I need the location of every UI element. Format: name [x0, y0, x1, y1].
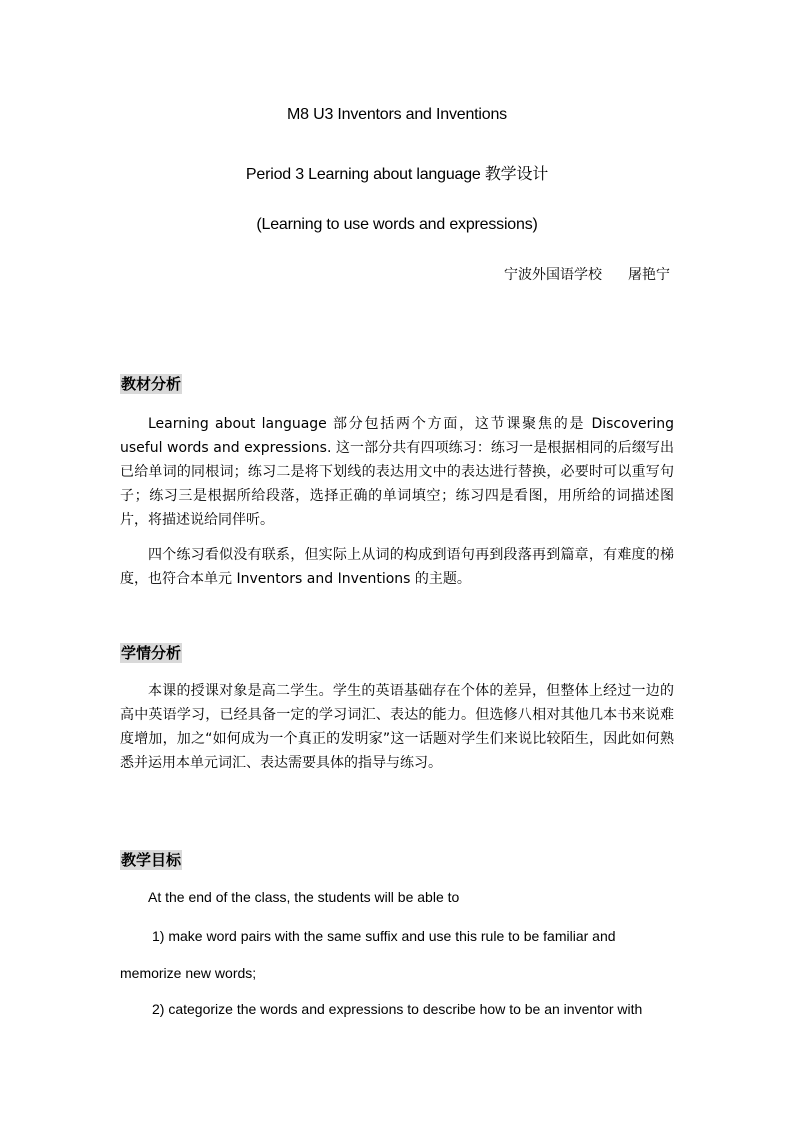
author-school: 宁波外国语学校 [504, 267, 602, 283]
learner-analysis-paragraph: 本课的授课对象是高二学生。学生的英语基础存在个体的差异，但整体上经过一边的高中英语学习，已经具备一定的学习词汇、表达的能力。但选修八相对其他几本书来说难度增加，加之“如何成为一个真正的发明家”这一话题对学生们来说比较陌生，因此如何熟悉并运用本单元词汇、表达需要具体的指导与练习。 [120, 683, 674, 771]
section-heading-learner-analysis: 学情分析 [121, 644, 182, 662]
objective-item-1-continued: memorize new words; [120, 965, 257, 981]
material-analysis-paragraph-2: 四个练习看似没有联系，但实际上从词的构成到语句再到段落再到篇章，有难度的梯度，也符合本单元 Inventors and Inventions 的主题。 [120, 547, 674, 587]
objective-item-1: 1) make word pairs with the same suffix and use this rule to be familiar and [152, 928, 616, 944]
author-line [504, 264, 670, 284]
author-name: 屠艳宁 [628, 267, 670, 283]
document-subtitle-paren: (Learning to use words and expressions) [256, 216, 538, 233]
objective-item-2: 2) categorize the words and expressions to describe how to be an inventor with [152, 1001, 643, 1017]
section-heading-material-analysis: 教材分析 [121, 375, 182, 393]
document-title: M8 U3 Inventors and Inventions [287, 106, 507, 123]
material-analysis-paragraph-1: Learning about language 部分包括两个方面，这节课聚焦的是 Discovering useful words and expressions. 这一部分共有四项练习：练习一是根据相同的后缀写出已给单词的同根词；练习二是将下划线的表达用文中的表达进行替换，必要时可以重写句子；练习三是根据所给段落，选择正确的单词填空；练习四是看图，用所给的词描述图片，将描述说给同伴听。 [120, 416, 674, 528]
objectives-intro: At the end of the class, the students will be able to [148, 889, 460, 905]
document-subtitle: Period 3 Learning about language 教学设计 [245, 166, 549, 183]
section-heading-teaching-objectives: 教学目标 [121, 851, 182, 869]
